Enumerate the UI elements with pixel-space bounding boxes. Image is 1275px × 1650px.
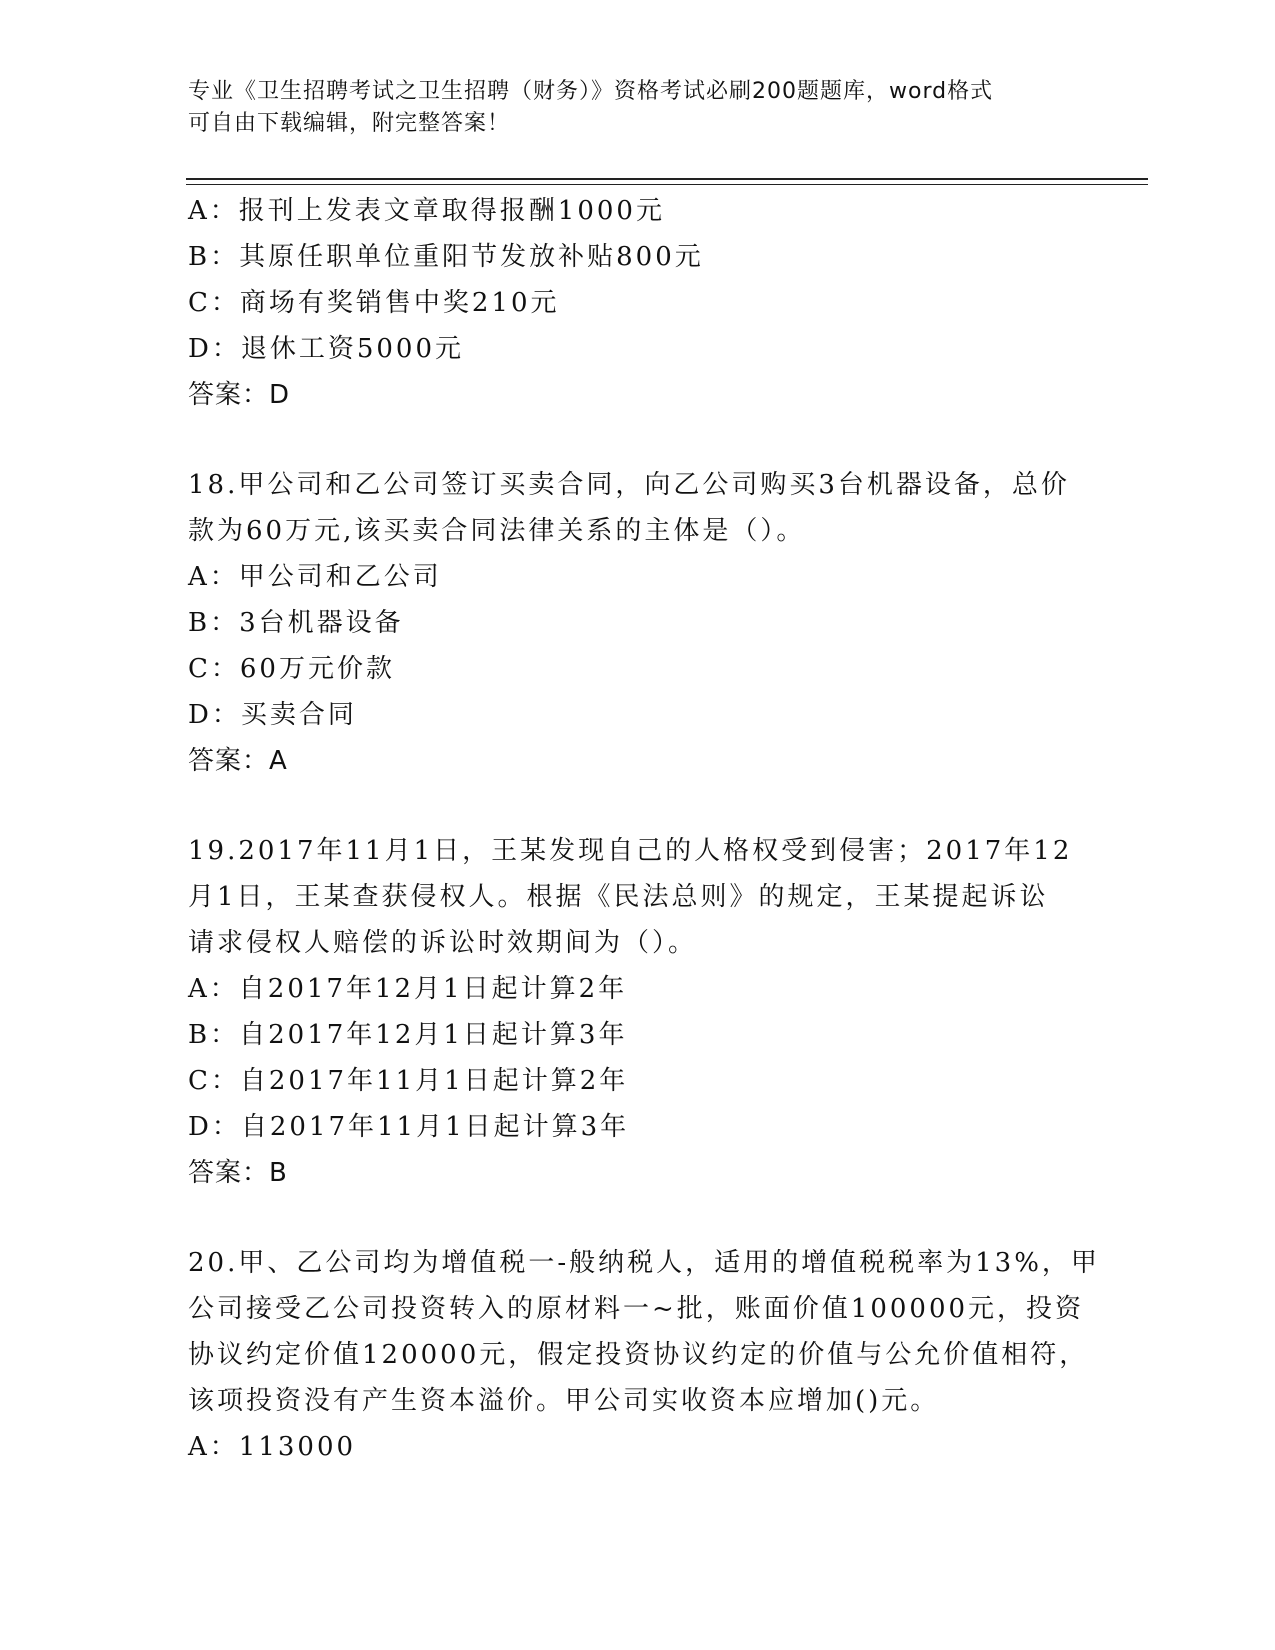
option-a: A：甲公司和乙公司: [188, 562, 442, 592]
option-b: B：3台机器设备: [188, 608, 404, 638]
previous-question: [188, 188, 1088, 418]
spacer: [188, 784, 1088, 828]
answer-line: 答案：D: [188, 380, 291, 410]
option-d: D：退休工资5000元: [188, 334, 465, 364]
question-stem-line: 20.甲、乙公司均为增值税一-般纳税人，适用的增值税税率为13%，甲: [188, 1248, 1100, 1278]
option-c: C：60万元价款: [188, 654, 395, 684]
question-stem-line: 请求侵权人赔偿的诉讼时效期间为（）。: [188, 928, 698, 958]
question-19: [188, 828, 1088, 1196]
answer-line: 答案：A: [188, 746, 288, 776]
option-d: D：买卖合同: [188, 700, 357, 730]
question-stem-line: 月1日，王某查获侵权人。根据《民法总则》的规定，王某提起诉讼: [188, 882, 1049, 912]
header-divider-thick: [186, 178, 1148, 180]
spacer: [188, 1196, 1088, 1240]
question-content: [188, 188, 1100, 1470]
header-line-1: 专业《卫生招聘考试之卫生招聘（财务）》资格考试必刷200题题库，word格式: [188, 79, 994, 104]
option-a: A：报刊上发表文章取得报酬1000元: [188, 196, 665, 226]
document-header: [188, 76, 1088, 140]
answer-line: 答案：B: [188, 1158, 288, 1188]
question-stem-line: 协议约定价值120000元，假定投资协议约定的价值与公允价值相符，: [188, 1340, 1089, 1370]
question-stem-line: 公司接受乙公司投资转入的原材料一~批，账面价值100000元，投资: [188, 1294, 1085, 1324]
option-b: B：自2017年12月1日起计算3年: [188, 1020, 628, 1050]
spacer: [188, 418, 1088, 462]
question-stem-line: 18.甲公司和乙公司签订买卖合同，向乙公司购买3台机器设备，总价: [188, 470, 1070, 500]
header-divider-thin: [186, 184, 1148, 185]
question-18: [188, 462, 1088, 784]
option-a: A：113000: [188, 1432, 357, 1462]
option-a: A：自2017年12月1日起计算2年: [188, 974, 628, 1004]
question-stem-line: 19.2017年11月1日，王某发现自己的人格权受到侵害；2017年12: [188, 836, 1073, 866]
option-b: B：其原任职单位重阳节发放补贴800元: [188, 242, 704, 272]
question-stem-line: 款为60万元,该买卖合同法律关系的主体是（）。: [188, 516, 806, 546]
option-c: C：商场有奖销售中奖210元: [188, 288, 560, 318]
option-c: C：自2017年11月1日起计算2年: [188, 1066, 629, 1096]
question-stem-line: 该项投资没有产生资本溢价。甲公司实收资本应增加()元。: [188, 1386, 940, 1416]
option-d: D：自2017年11月1日起计算3年: [188, 1112, 630, 1142]
question-20: [188, 1240, 1100, 1470]
header-line-2: 可自由下载编辑，附完整答案！: [188, 111, 511, 136]
